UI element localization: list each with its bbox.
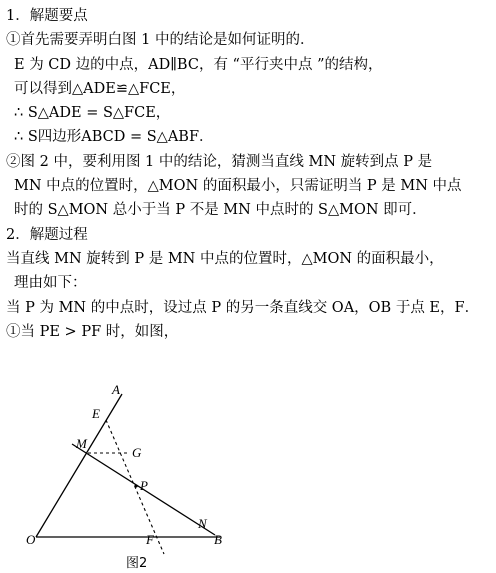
label-O: O: [26, 532, 36, 547]
geometry-figure-2: [20, 382, 240, 571]
text-line-9: 当直线 MN 旋转到 P 是 MN 中点的位置时，△MON 的面积最小，: [6, 250, 444, 267]
text-line-2: E 为 CD 边的中点，AD∥BC，有 “平行夹中点 ”的结构，: [14, 56, 383, 73]
text-line-10: 理由如下：: [14, 275, 87, 292]
text-line-8: 时的 S△MON 总小于当 P 不是 MN 中点时的 S△MON 即可．: [14, 202, 427, 219]
label-B: B: [214, 532, 222, 547]
label-E: E: [92, 406, 100, 421]
text-line-12: ①当 PE > PF 时，如图，: [6, 323, 179, 340]
section1-title: 1．解题要点: [6, 8, 88, 24]
figure-caption: 图2: [126, 556, 148, 571]
text-line-5: ∴ S四边形ABCD = S△ABF．: [14, 129, 214, 146]
text-line-3: 可以得到△ADE≌△FCE，: [14, 80, 186, 97]
label-N: N: [198, 516, 207, 531]
line-OA: [36, 394, 122, 537]
text-line-7: MN 中点的位置时，△MON 的面积最小，只需证明当 P 是 MN 中点: [14, 178, 462, 195]
label-G: G: [132, 445, 142, 460]
label-A: A: [112, 382, 120, 397]
section2-title: 2．解题过程: [6, 226, 88, 243]
text-line-4: ∴ S△ADE = S△FCE，: [14, 105, 171, 122]
text-line-11: 当 P 为 MN 的中点时，设过点 P 的另一条直线交 OA，OB 于点 E，F．: [6, 299, 480, 316]
text-line-1: ①首先需要弄明白图 1 中的结论是如何证明的．: [6, 32, 315, 49]
text-line-6: ②图 2 中，要利用图 1 中的结论，猜测当直线 MN 旋转到点 P 是: [6, 153, 433, 170]
label-M: M: [76, 436, 87, 451]
label-P: P: [140, 478, 148, 493]
point-P-dot: [134, 484, 137, 487]
document-body: [6, 4, 492, 344]
figure-drawing: [20, 382, 240, 568]
label-F: F: [146, 532, 154, 547]
